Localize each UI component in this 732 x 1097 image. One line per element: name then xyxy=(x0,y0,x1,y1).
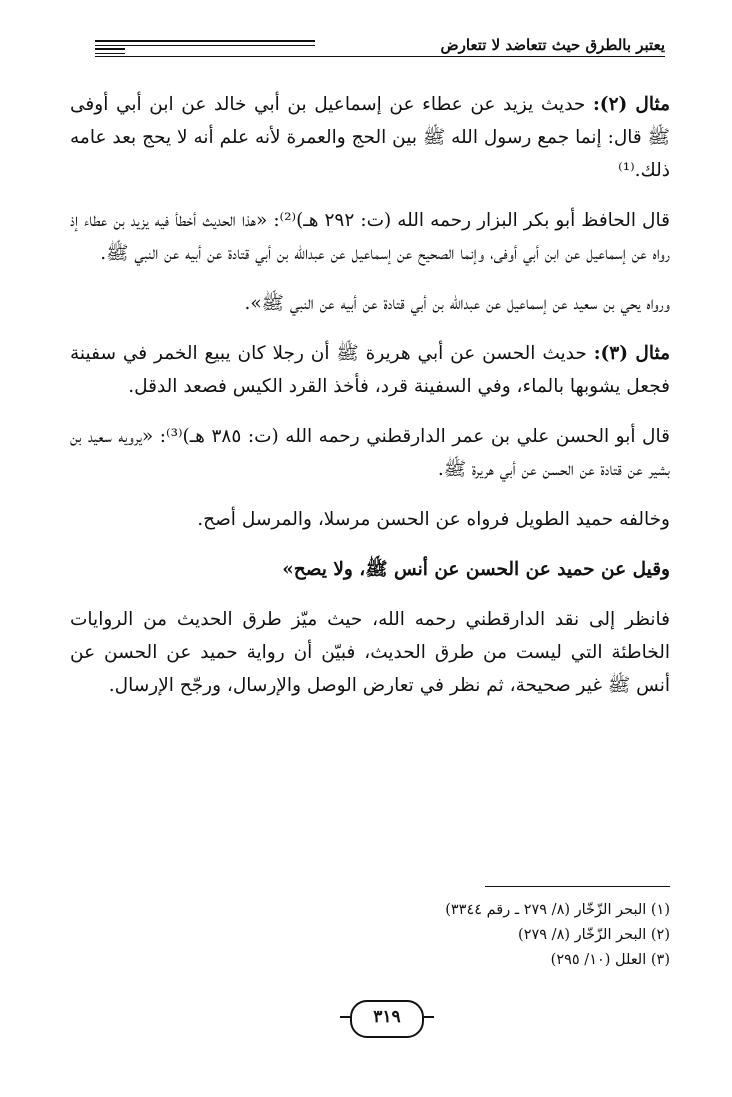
paragraph-bold-text: وقيل عن حميد عن الحسن عن أنس ﷺ، ولا يصح» xyxy=(282,559,670,580)
paragraph xyxy=(70,420,670,486)
footnote: (٣) العلل (١٠/ ٢٩٥) xyxy=(550,952,670,968)
header-ornament-rule xyxy=(95,40,315,46)
example-label: مثال (٣): xyxy=(593,343,670,364)
paragraph xyxy=(70,503,670,536)
paragraph xyxy=(70,204,670,270)
page-number: ٣١٩ xyxy=(350,1000,424,1038)
paragraph xyxy=(70,337,670,403)
paragraph-text: ورواه يحي بن سعيد عن إسماعيل عن عبدالله بن أبي قتادة عن أبيه عن النبي ﷺ». xyxy=(244,293,670,314)
footnotes xyxy=(70,898,670,973)
paragraph xyxy=(70,603,670,702)
paragraph xyxy=(70,287,670,320)
running-header-title: يعتبر بالطرق حيث تتعاضد لا تتعارض xyxy=(440,36,665,54)
running-header xyxy=(95,32,665,62)
paragraph xyxy=(70,553,670,586)
header-divider xyxy=(95,56,665,57)
paragraph-text: حديث يزيد عن عطاء عن إسماعيل بن أبي خالد عن ابن أبي أوفى ﷺ قال: إنما جمع رسول الله ﷺ بين الحج والعمرة لأنه علم أنه لا يحج بعد عامه ذلك.⁽¹⁾ xyxy=(70,94,670,181)
footnote: (١) البحر الزّخّار (٨/ ٢٧٩ ـ رقم ٣٣٤٤) xyxy=(445,902,670,918)
paragraph-text: قال الحافظ أبو بكر البزار رحمه الله (ت: ٢٩٢ هـ)⁽²⁾: «هذا الحديث أخطأ فيه يزيد بن عطاء إذ رواه عن إسماعيل عن ابن أبي أوفى، وإنما الصحيح عن إسماعيل عن عبدالله بن أبي قتادة عن أبيه عن النبي ﷺ. xyxy=(70,210,670,264)
header-ornament-rule-short xyxy=(95,48,125,54)
paragraph-text: قال أبو الحسن علي بن عمر الدارقطني رحمه الله (ت: ٣٨٥ هـ)⁽³⁾: «يرويه سعيد بن بشير عن قتادة عن الحسن عن أبي هريرة ﷺ. xyxy=(70,426,670,480)
paragraph-text: فانظر إلى نقد الدارقطني رحمه الله، حيث ميّز طرق الحديث من الروايات الخاطئة التي ليست من طرق الحديث، فبيّن أن رواية حميد عن الحسن عن أنس ﷺ غير صحيحة، ثم نظر في تعارض الوصل والإرسال، ورجّح الإرسال. xyxy=(70,609,670,696)
example-label: مثال (٢): xyxy=(592,94,670,115)
paragraph-text: وخالفه حميد الطويل فرواه عن الحسن مرسلا، والمرسل أصح. xyxy=(197,509,670,530)
footnote-divider xyxy=(485,886,670,887)
page-body xyxy=(70,88,670,702)
paragraph xyxy=(70,88,670,187)
paragraph-text: حديث الحسن عن أبي هريرة ﷺ أن رجلا كان يبيع الخمر في سفينة فجعل يشوبها بالماء، وفي السفينة قرد، فأخذ القرد الكيس فصعد الدقل. xyxy=(70,343,670,397)
footnote: (٢) البحر الزّخّار (٨/ ٢٧٩) xyxy=(518,927,670,943)
